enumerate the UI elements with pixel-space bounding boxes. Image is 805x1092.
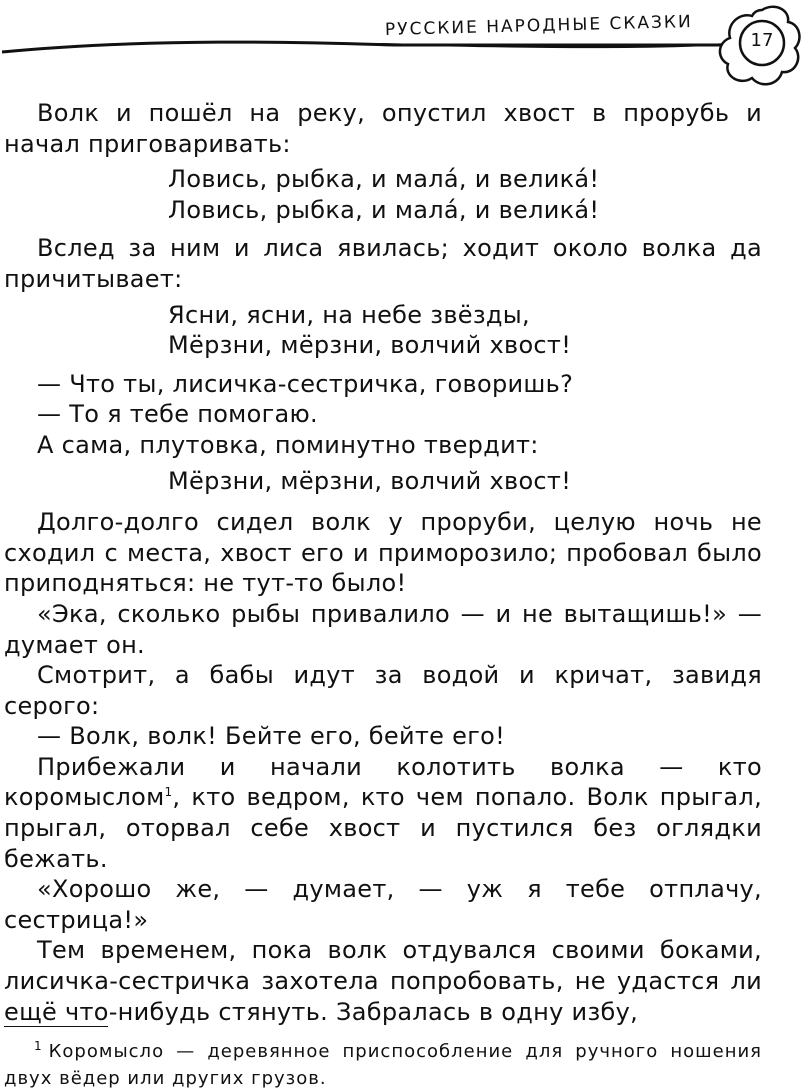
footnote-reference[interactable]: 1 xyxy=(164,785,173,800)
verse-line: Мёрзни, мёрзни, волчий хвост! xyxy=(168,466,572,495)
verse-line: Ясни, ясни, на небе звёзды, xyxy=(168,300,530,329)
page-header xyxy=(0,0,805,90)
dialog-line: — Волк, волк! Бейте его, бейте его! xyxy=(37,722,506,751)
paragraph-text: , кто ведром, кто чем попало. Волк прыгал, прыгал, оторвал себе хвост и пустился без оглядки бежать. xyxy=(4,783,762,873)
paragraph: «Хорошо же, — думает, — уж я тебе отплачу, сестрица!» xyxy=(4,875,762,934)
paragraph-text: Прибежали и начали колотить волка — кто коромыслом xyxy=(4,752,762,812)
verse xyxy=(168,164,762,225)
dialog-line: А сама, плутовка, поминутно твердит: xyxy=(37,430,539,459)
verse xyxy=(168,300,762,361)
paragraph: Тем временем, пока волк отдувался своими боками, лисичка-сестричка захотела попробовать, не удастся ли ещё что-нибудь стянуть. Забралась в одну избу, xyxy=(4,936,762,1026)
footnote-divider xyxy=(4,1026,108,1027)
footnote xyxy=(4,1038,762,1092)
verse xyxy=(168,466,762,497)
paragraph xyxy=(4,752,762,874)
paragraph: «Эка, сколько рыбы привалило — и не вытащишь!» — думает он. xyxy=(4,599,762,659)
verse-line: Ловись, рыбка, и мала́, и велика́! xyxy=(168,195,600,224)
dialog-line: — То я тебе помогаю. xyxy=(37,400,318,429)
page-number: 17 xyxy=(750,30,774,51)
main-text xyxy=(4,98,762,1027)
dialog-line: — Что ты, лисичка-сестричка, говоришь? xyxy=(37,369,574,398)
paragraph: Смотрит, а бабы идут за водой и кричат, завидя серого: xyxy=(4,661,762,720)
running-title: РУССКИЕ НАРОДНЫЕ СКАЗКИ xyxy=(384,11,693,40)
footnote-text: Коромысло — деревянное приспособление для ручного ношения двух вёдер или других грузов. xyxy=(4,1041,762,1089)
paragraph: Вслед за ним и лиса явилась; ходит около волка да причитывает: xyxy=(4,234,762,293)
verse-line: Мёрзни, мёрзни, волчий хвост! xyxy=(168,331,572,360)
paragraph: Волк и пошёл на реку, опустил хвост в прорубь и начал приговаривать: xyxy=(4,99,762,158)
footnote-mark: 1 xyxy=(34,1039,43,1053)
verse-line: Ловись, рыбка, и мала́, и велика́! xyxy=(168,165,600,194)
paragraph: Долго-долго сидел волк у проруби, целую ночь не сходил с места, хвост его и приморозило; пробовал было приподняться: не тут-то было! xyxy=(4,508,762,598)
